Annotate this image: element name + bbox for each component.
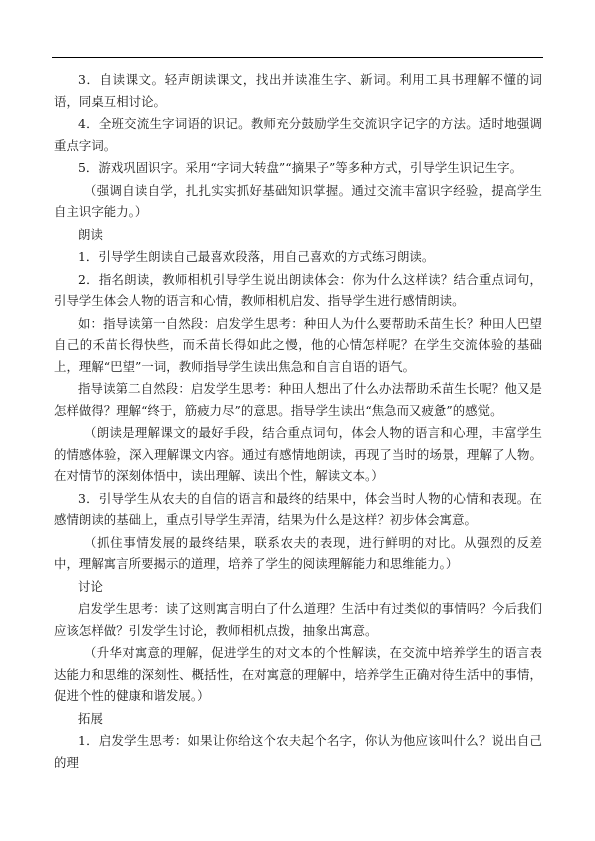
section-heading: 朗读	[78, 226, 103, 242]
header-rule	[52, 57, 543, 58]
document-body	[54, 69, 542, 774]
body-paragraph: 3．自读课文。轻声朗读课文，找出并读准生字、新词。利用工具书理解不懂的词语，同桌互相讨论。	[54, 72, 542, 109]
commentary-paragraph: （强调自读自学，扎扎实实抓好基础知识掌握。通过交流丰富识字经验，提高学生自主识字能力。）	[54, 182, 542, 219]
body-paragraph: 指导读第二自然段：启发学生思考：种田人想出了什么办法帮助禾苗生长呢？他又是怎样做得？理解“终于，筋疲力尽”的意思。指导学生读出“焦急而又疲惫”的感觉。	[54, 381, 542, 418]
body-paragraph: 5．游戏巩固识字。采用“字词大转盘”“摘果子”等多种方式，引导学生识记生字。	[78, 160, 523, 175]
body-paragraph: 启发学生思考：读了这则寓言明白了什么道理？生活中有过类似的事情吗？今后我们应该怎样做？引发学生讨论，教师相机点拨，抽象出寓意。	[54, 601, 542, 638]
body-paragraph: 4．全班交流生字词语的识记。教师充分鼓励学生交流识字记字的方法。适时地强调重点字词。	[54, 116, 542, 153]
commentary-paragraph: （升华对寓意的理解，促进学生的对文本的个性解读，在交流中培养学生的语言表达能力和思维的深刻性、概括性，在对寓意的理解中，培养学生正确对待生活中的事情，促进个性的健康和谐发展。）	[54, 645, 542, 703]
section-heading: 讨论	[78, 578, 103, 594]
body-paragraph: 1．启发学生思考：如果让你给这个农夫起个名字，你认为他应该叫什么？说出自己的理	[54, 733, 542, 770]
commentary-paragraph: （朗读是理解课文的最好手段，结合重点词句，体会人物的语言和心理，丰富学生的情感体验，深入理解课文内容。通过有感情地朗读，再现了当时的场景，理解了人物。在对情节的深刻体悟中，读出理解、读出个性，解读文本。）	[54, 425, 542, 483]
body-paragraph: 如：指导读第一自然段：启发学生思考：种田人为什么要帮助禾苗生长？种田人巴望自己的禾苗长得快些，而禾苗长得如此之慢，他的心情怎样呢？在学生交流体验的基础上，理解“巴望”一词，教师指导学生读出焦急和自言自语的语气。	[54, 315, 542, 374]
body-paragraph: 2．指名朗读，教师相机引导学生说出朗读体会：你为什么这样读？结合重点词句，引导学生体会人物的语言和心情，教师相机启发、指导学生进行感情朗读。	[54, 271, 542, 308]
body-paragraph: 3．引导学生从农夫的自信的语言和最终的结果中，体会当时人物的心情和表现。在感情朗读的基础上，重点引导学生弄清，结果为什么是这样？初步体会寓意。	[54, 490, 542, 527]
body-paragraph: 1．引导学生朗读自己最喜欢段落，用自己喜欢的方式练习朗读。	[78, 249, 435, 264]
commentary-paragraph: （抓住事情发展的最终结果，联系农夫的表现，进行鲜明的对比。从强烈的反差中，理解寓言所要揭示的道理，培养了学生的阅读理解能力和思维能力。）	[54, 534, 542, 571]
section-heading: 拓展	[78, 710, 103, 726]
